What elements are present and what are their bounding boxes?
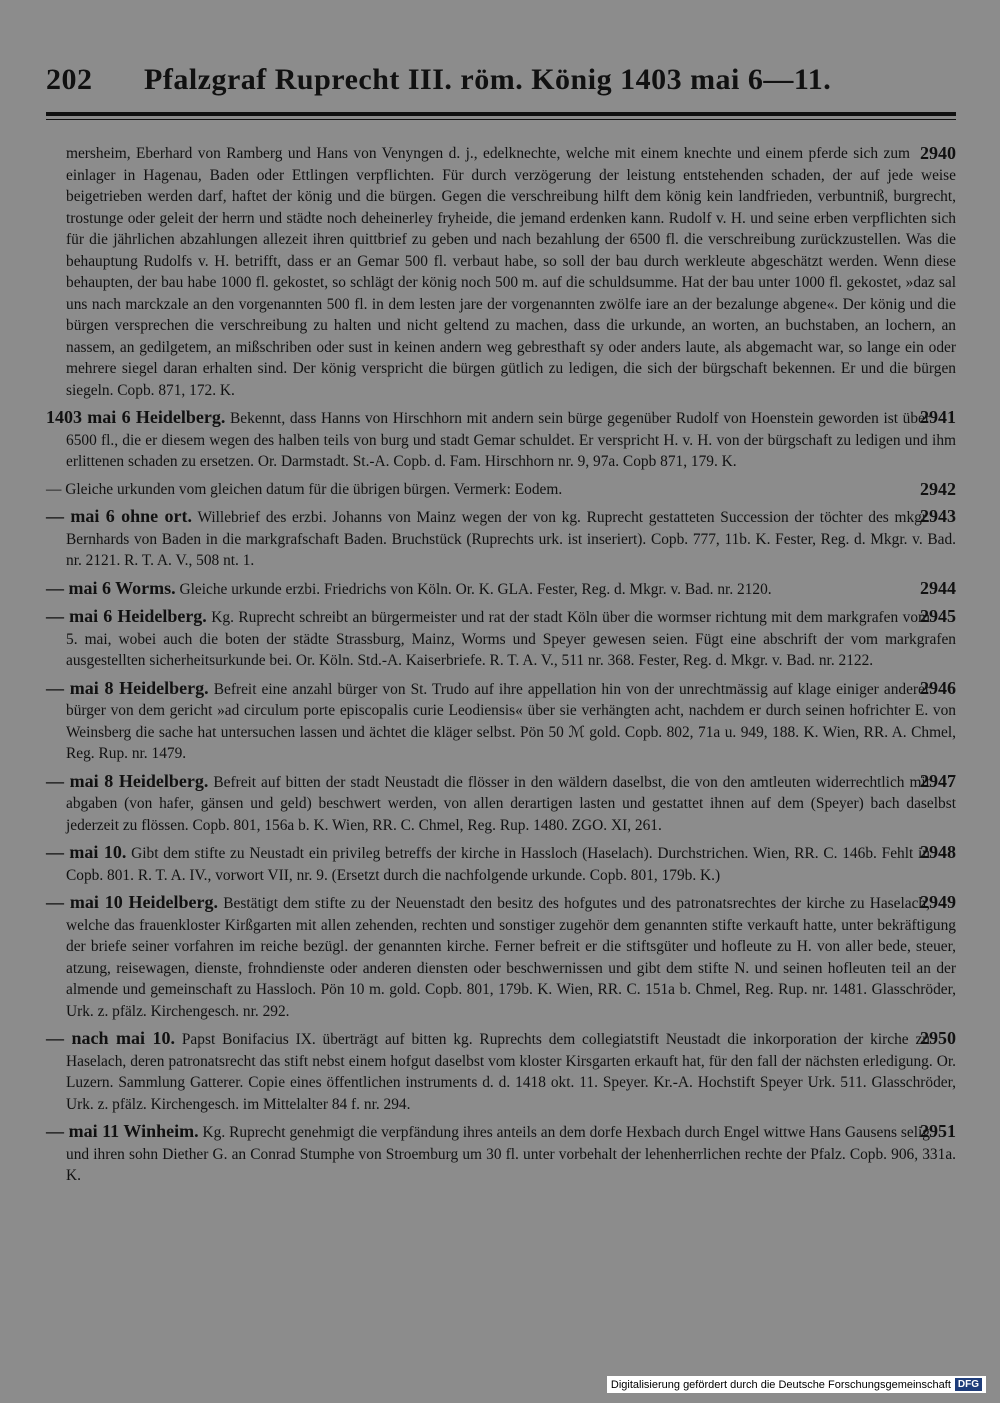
- regest-text: Bekennt, dass Hanns von Hirschhorn mit andern sein bürge gegenüber Rudolf von Hoenstein geworden ist über 6500 fl., die er diesem wegen des halben teils von burg und stadt Gemar schuldet. Er verspricht H. v. H. von der bürgschaft zu ledigen und ihm erlittenen schaden zu ersetzen. Or. Darmstadt. St.-A. Copb. d. Fam. Hirschhorn nr. 9, 97a. Copb 871, 179. K.: [66, 410, 956, 470]
- regest-date-place: — mai 6 Heidelberg.: [46, 606, 207, 626]
- regest-date-place: — mai 10 Heidelberg.: [46, 892, 219, 912]
- regest-number: 2945: [920, 606, 956, 626]
- running-title: Pfalzgraf Ruprecht III. röm. König 1403 mai 6—11.: [144, 63, 832, 96]
- header-rule-thick: [46, 112, 956, 116]
- regest-text: Befreit eine anzahl bürger von St. Trudo auf ihre appellation hin von der unrechtmässig auf klage einiger anderer bürger von dem gericht »ad circulum porte episcopalis curie Leodiensis« über sie verhängten acht, nachdem er durch seinen hofrichter E. von Weinsberg die sache hat untersuchen lassen und ächtet die kläger selbst. Pön 50 ℳ gold. Copb. 802, 71a u. 949, 188. K. Wien, RR. A. Chmel, Reg. Rup. nr. 1479.: [66, 680, 956, 762]
- regest-date-place: —: [46, 480, 62, 498]
- regest-number: 2948: [920, 842, 956, 862]
- regest-entry: [46, 143, 956, 401]
- regest-number: 2940: [920, 143, 956, 163]
- regest-entry: [46, 678, 956, 765]
- regest-text: Papst Bonifacius IX. überträgt auf bitten kg. Ruprechts dem collegiatstift Neustadt die inkorporation der kirche zu Haselach, deren patronatsrecht das stift nebst einem hofgut daselbst vom kloster Kirsgarten erkauft hat, für den fall der nächsten erledigung. Or. Luzern. Sammlung Gatterer. Copie eines öffentlichen instruments d. d. 1418 okt. 11. Speyer. Kr.-A. Hochstift Speyer Urk. 511. Glasschröder, Urk. z. pfälz. Kirchengesch. im Mittelalter 84 f. nr. 294.: [66, 1031, 956, 1113]
- regest-text: Gibt dem stifte zu Neustadt ein privileg betreffs der kirche in Hassloch (Haselach). Durchstrichen. Wien, RR. C. 146b. Fehlt in Copb. 801. R. T. A. IV., vorwort VII, nr. 9. (Ersetzt durch die nachfolgende urkunde. Copb. 801, 179b. K.): [66, 845, 931, 884]
- regest-number: 2949: [920, 892, 956, 912]
- page-header: [46, 60, 956, 100]
- dfg-logo: DFG: [955, 1378, 982, 1391]
- regest-date-place: — mai 6 ohne ort.: [46, 506, 193, 526]
- regest-date-place: — mai 11 Winheim.: [46, 1121, 199, 1141]
- regest-entry: [46, 1121, 956, 1187]
- regest-text: Befreit auf bitten der stadt Neustadt die flösser in den wäldern daselbst, die von den amtleuten widerrechtlich mit abgaben (von hafer, gänsen und geld) beschwert werden, von allen derartigen lasten und gestattet ihnen auf dem (Speyer) bach daselbst jederzeit zu flössen. Copb. 801, 156a b. K. Wien, RR. C. Chmel, Reg. Rup. 1480. ZGO. XI, 261.: [66, 773, 956, 834]
- regest-number: 2941: [920, 407, 956, 427]
- regest-number: 2944: [920, 577, 956, 598]
- regest-date-place: — mai 6 Worms.: [46, 577, 176, 598]
- regest-date-place: — mai 8 Heidelberg.: [46, 677, 209, 698]
- regest-entry: [46, 578, 956, 601]
- regest-text: Willebrief des erzbi. Johanns von Mainz wegen der von kg. Ruprecht gestatteten Succession der töchter des mkgr. Bernhards von Baden in die markgrafschaft Baden. Bruchstück (Ruprechts urk. ist inseriert). Copb. 777, 11b. K. Fester, Reg. d. Mkgr. v. Bad. nr. 2121. R. T. A. V., 508 nt. 1.: [66, 509, 956, 569]
- page-number: 202: [46, 63, 93, 96]
- regest-number: 2951: [920, 1121, 956, 1141]
- funding-note: Digitalisierung gefördert durch die Deutsche Forschungsgemeinschaft: [610, 1378, 951, 1391]
- header-rule-thin: [46, 119, 956, 120]
- regest-text: Gleiche urkunden vom gleichen datum für die übrigen bürgen. Vermerk: Eodem.: [65, 480, 563, 498]
- regest-number: 2946: [920, 677, 956, 698]
- regest-entry: [46, 842, 956, 886]
- regest-text: Kg. Ruprecht schreibt an bürgermeister und rat der stadt Köln über die wormser richtung mit dem markgrafen vom 5. mai, wobei auch die boten der städte Strassburg, Mainz, Worms und Speyer gewesen seien. Fügt eine abschrift der vom markgrafen ausgestellten sicherheitsurkunde bei. Or. Köln. Std.-A. Kaiserbriefe. R. T. A. V., 511 nr. 368. Fester, Reg. d. Mkgr. v. Bad. nr. 2122.: [66, 609, 956, 669]
- regest-date-place: 1403 mai 6 Heidelberg.: [46, 407, 226, 427]
- regest-date-place: — mai 8 Heidelberg.: [46, 770, 209, 791]
- funding-footer: [607, 1376, 986, 1393]
- regest-entry: [46, 606, 956, 672]
- regest-number: 2950: [920, 1028, 956, 1048]
- regest-entry: [46, 479, 956, 501]
- regest-entry: [46, 506, 956, 572]
- regest-text: Kg. Ruprecht genehmigt die verpfändung ihres anteils an dem dorfe Hexbach durch Engel wittwe Hans Gausens selig und ihren sohn Diether G. an Conrad Stumphe von Stroemburg um 30 fl. unter vorbehalt der lehenherrlichen rechte der Pfalz. Copb. 906, 331a. K.: [66, 1124, 956, 1184]
- regest-number: 2947: [920, 770, 956, 791]
- regest-text: Gleiche urkunde erzbi. Friedrichs von Köln. Or. K. GLA. Fester, Reg. d. Mkgr. v. Bad. nr. 2120.: [179, 580, 772, 598]
- regest-date-place: — nach mai 10.: [46, 1028, 176, 1048]
- regest-entry: [46, 407, 956, 473]
- regest-entry: [46, 892, 956, 1022]
- regest-entry: [46, 1028, 956, 1115]
- regest-entry: [46, 771, 956, 837]
- regest-date-place: — mai 10.: [46, 842, 127, 862]
- regest-number: 2943: [920, 506, 956, 526]
- regest-text: mersheim, Eberhard von Ramberg und Hans von Venyngen d. j., edelknechte, welche mit einem knechte und einem pferde sich zum einlager in Hagenau, Baden oder Ettlingen verpflichten. Für durch verzögerung der leistung entstehenden schaden, der auf jede weise beigetrieben werden darf, haftet der könig und die bürgen. Gegen die verschreibung hilft dem könig kein landfrieden, verbuntniß, burgrecht, trostunge oder geleit der herrn und städte noch deheinerley fryheide, die jemand erdenken kann. Rudolf v. H. und seine erben verpflichten sich für die jährlichen abzahlungen allezeit ihren quittbrief zu geben und nach bezahlung der 6500 fl. die verschreibung zurückzustellen. Was die behauptung Rudolfs v. H. betrifft, dass er an Gemar 500 fl. verbaut habe, so soll der bau durch werkleute abgeschätzt werden. Wenn diese behaupten, der bau habe 1000 fl. gekostet, so schlägt der könig noch 500 m. auf die schuldsumme. Hat der bau unter 1000 fl. gekostet, »daz sal uns nach marckzale an den vorgenannten 500 fl. in dem lesten jare der vorgenannten zwölfe iare an der bezalunge abgene«. Der könig und die bürgen versprechen die verschreibung zu halten und nicht geltend zu machen, dass die urkunde, an worten, an buchstaben, an lochern, an nassem, an gedilgetem, an mißschriben oder sust in keinen andern weg gebresthaft sy oder anders laute, als abgemacht war, so lange ein oder mehrere siegel daran erhalten sind. Der könig verspricht die bürgen gütlich zu ledigen, die sich der bürgschaft bekennen. Er und die bürgen siegeln. Copb. 871, 172. K.: [66, 145, 956, 399]
- regest-text: Bestätigt dem stifte zu der Neuenstadt den besitz des hofgutes und des patronatsrechtes der kirche zu Haselach, welche das frauenkloster Kirßgarten mit allen zehenden, rechten und sonstiger zugehör dem genannten stifte verkauft hatte, unter bekräftigung der briefe seiner vorfahren im reiche bezügl. der genannten kirche. Ferner befreit er die stiftsgüter und hofleute zu H. von aller bede, steuer, atzung, reisewagen, dienste, frohndienste oder anderen diensten oder beschwernissen und gibt dem stifte N. und seinen hofleuten teil an der almende und gemeinschaft zu Hassloch. Pön 10 m. gold. Copb. 801, 179b. K. Wien, RR. C. 151a b. Chmel, Reg. Rup. nr. 1481. Glasschröder, Urk. z. pfälz. Kirchengesch. nr. 292.: [66, 895, 956, 1020]
- regest-number: 2942: [920, 478, 956, 499]
- regesta-body: [46, 143, 956, 1193]
